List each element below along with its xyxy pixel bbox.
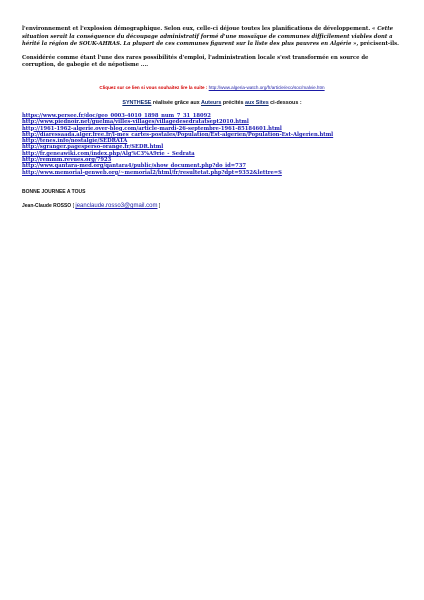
synthese-sites: aux Sites xyxy=(245,99,269,106)
read-more-link[interactable]: http://www.algeria-watch.org/fr/article/eco/soc/malvie.htm xyxy=(208,84,325,90)
source-link[interactable]: http://remmm.revues.org/7923 xyxy=(22,157,112,164)
source-link[interactable]: http://tenes.info/nostalgie/SEDRATA xyxy=(22,138,128,145)
source-link[interactable]: https://www.persee.fr/doc/geo_0003-4010_1898_num_7_31_18092 xyxy=(22,112,211,119)
source-link[interactable]: http://www.memorial-genweb.org/~memorial2/html/fr/resultetat.php?dpt=9352&lettre=S xyxy=(22,169,282,176)
synthese-text-1: réalisée grâce aux xyxy=(151,99,201,106)
paragraph-1-lead: l'environnement et l'explosion démographique. Selon eux, celle-ci déjoue toutes les planifications de développement. « xyxy=(22,26,378,32)
read-more-text: Cliquez sur ce lien si vous souhaitez lire la suite : xyxy=(99,84,209,90)
signature-email-link[interactable]: jeanclaude.rosso3@gmail.com xyxy=(75,202,158,209)
source-link[interactable]: http://diaressaada.alger.free.fr/l-mes_cartes-postales/Population/Est-algerien/Population-Est-Algerien.html xyxy=(22,131,334,138)
source-link[interactable]: http://www.qantara-med.org/qantara4/public/show_document.php?do_id=737 xyxy=(22,163,246,170)
signature-name: Jean-Claude ROSSO xyxy=(22,202,72,209)
source-link[interactable]: http://www.piednoir.net/guelma/villes-villages/villagedesedratatsept2010.html xyxy=(22,119,249,126)
source-links-list xyxy=(22,113,402,176)
source-link[interactable]: http://1961-1962-algerie.over-blog.com/article-mardi-26-septembre-1961-85184601.html xyxy=(22,125,282,132)
signature-close-bracket: ] xyxy=(157,202,161,209)
signature xyxy=(22,203,402,209)
source-link[interactable]: http://sgranger.pagesperso-orange.fr/SEDR.html xyxy=(22,144,164,151)
paragraph-1 xyxy=(22,26,402,49)
greeting: BONNE JOURNEE A TOUS xyxy=(22,188,86,195)
source-link[interactable]: http://fr.geneawiki.com/index.php/Alg%C3%A9rie_-_Sedrata xyxy=(22,150,195,157)
synthese-text-2: précités xyxy=(221,99,246,106)
paragraph-1-tail: », précisent-ils. xyxy=(351,41,399,48)
synthese-text-3: ci-dessous : xyxy=(268,99,302,106)
signature-open-bracket: [ xyxy=(71,202,76,209)
document-page xyxy=(22,26,402,209)
synthese-word: SYNTHESE xyxy=(122,99,152,106)
paragraph-1-quote: Cette situation serait la conséquence du découpage administratif formé d'une mosaïque de communes difficilement viables dont a hérité la région de SOUK-AHRAS. La plupart de ces communes figurent sur la liste des plus pauvres en Algérie xyxy=(22,26,394,48)
synthese-authors: Auteurs xyxy=(200,99,222,106)
synthese-line xyxy=(22,100,402,106)
read-more-line xyxy=(22,85,402,91)
paragraph-2: Considérée comme étant l'une des rares possibilités d'emploi, l'administration locale s'est transformée en source de corruption, de gabegie et de népotisme .... xyxy=(22,54,369,69)
